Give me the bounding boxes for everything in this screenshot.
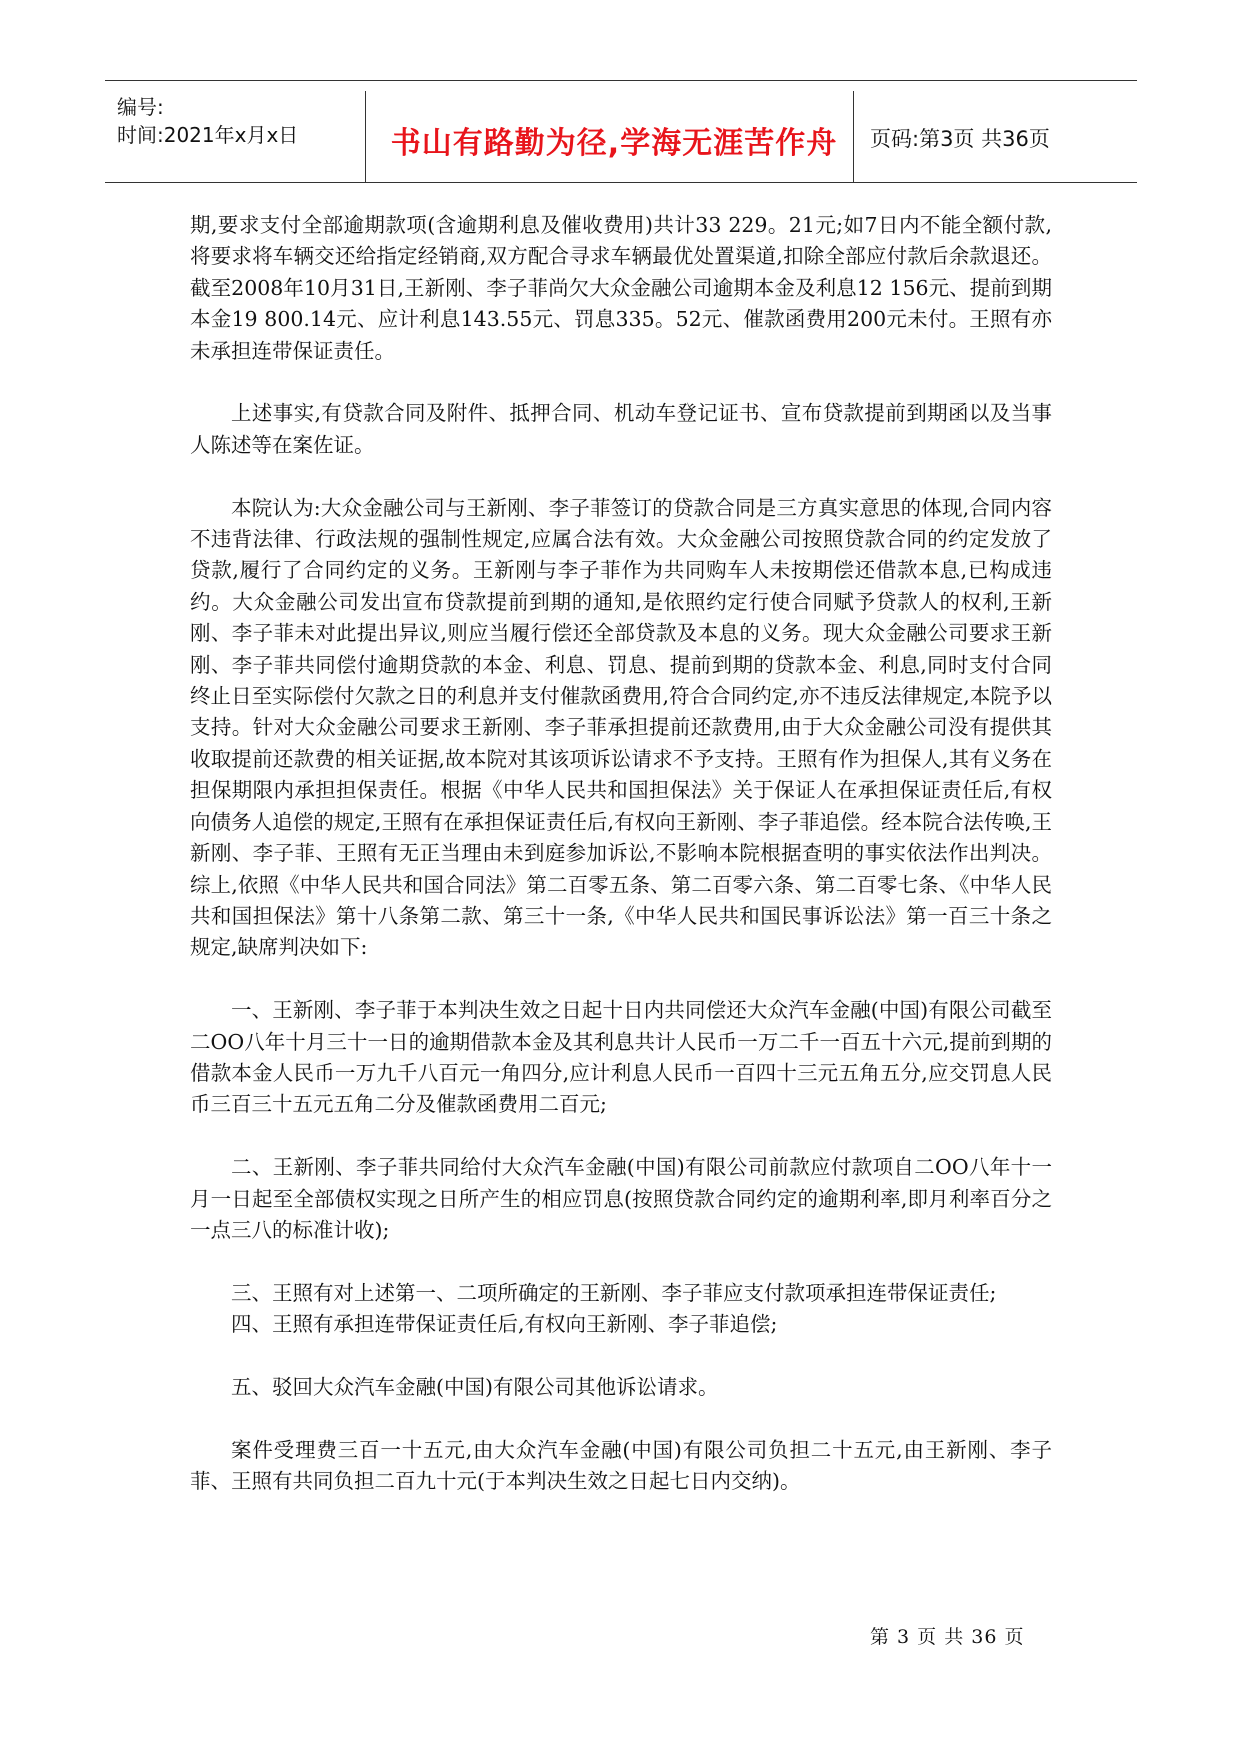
paragraph: 一、王新刚、李子菲于本判决生效之日起十日内共同偿还大众汽车金融(中国)有限公司截至二OO八年十月三十一日的逾期借款本金及其利息共计人民币一万二千一百五十六元,提前到期的借款本金人民币一万九千八百元一角四分,应计利息人民币一百四十三元五角五分,应交罚息人民币三百三十五元五角二分及催款函费用二百元; — [190, 998, 1052, 1117]
paragraph: 二、王新刚、李子菲共同给付大众汽车金融(中国)有限公司前款应付款项自二OO八年十一月一日起至全部债权实现之日所产生的相应罚息(按照贷款合同约定的逾期利率,即月利率百分之一点三八的标准计收); — [190, 1155, 1052, 1242]
paragraph: 期,要求支付全部逾期款项(含逾期利息及催收费用)共计33 229。21元;如7日内不能全额付款,将要求将车辆交还给指定经销商,双方配合寻求车辆最优处置渠道,扣除全部应付款后余款退还。截至2008年10月31日,王新刚、李子菲尚欠大众金融公司逾期本金及利息12 156元、提前到期本金19 800.14元、应计利息143.55元、罚息335。52元、催款函费用200元未付。王照有亦未承担连带保证责任。 — [190, 213, 1052, 363]
page-footer: 第 3 页 共 36 页 — [870, 1626, 1025, 1648]
header-motto: 书山有路勤为径,学海无涯苦作舟 — [390, 126, 838, 161]
paragraph: 五、驳回大众汽车金融(中国)有限公司其他诉讼请求。 — [231, 1374, 719, 1399]
paragraph: 上述事实,有贷款合同及附件、抵押合同、机动车登记证书、宣布贷款提前到期函以及当事人陈述等在案佐证。 — [190, 401, 1052, 457]
paragraph: 本院认为:大众金融公司与王新刚、李子菲签订的贷款合同是三方真实意思的体现,合同内容不违背法律、行政法规的强制性规定,应属合法有效。大众金融公司按照贷款合同的约定发放了贷款,履行了合同约定的义务。王新刚与李子菲作为共同购车人未按期偿还借款本息,已构成违约。大众金融公司发出宣布贷款提前到期的通知,是依照约定行使合同赋予贷款人的权利,王新刚、李子菲未对此提出异议,则应当履行偿还全部贷款及本息的义务。现大众金融公司要求王新刚、李子菲共同偿付逾期贷款的本金、利息、罚息、提前到期的贷款本金、利息,同时支付合同终止日至实际偿付欠款之日的利息并支付催款函费用,符合合同约定,亦不违反法律规定,本院予以支持。针对大众金融公司要求王新刚、李子菲承担提前还款费用,由于大众金融公司没有提供其收取提前还款费的相关证据,故本院对其该项诉讼请求不予支持。王照有作为担保人,其有义务在担保期限内承担担保责任。根据《中华人民共和国担保法》关于保证人在承担保证责任后,有权向债务人追偿的规定,王照有在承担保证责任后,有权向王新刚、李子菲追偿。经本院合法传唤,王新刚、李子菲、王照有无正当理由未到庭参加诉讼,不影响本院根据查明的事实依法作出判决。综上,依照《中华人民共和国合同法》第二百零五条、第二百零六条、第二百零七条、《中华人民共和国担保法》第十八条第二款、第三十一条,《中华人民共和国民事诉讼法》第一百三十条之规定,缺席判决如下: — [190, 495, 1052, 960]
header-divider-left — [365, 91, 366, 183]
paragraph: 三、王照有对上述第一、二项所确定的王新刚、李子菲应支付款项承担连带保证责任; — [231, 1280, 997, 1305]
paragraph: 案件受理费三百一十五元,由大众汽车金融(中国)有限公司负担二十五元,由王新刚、李子菲、王照有共同负担二百九十元(于本判决生效之日起七日内交纳)。 — [190, 1437, 1052, 1494]
header-bottom-rule — [105, 182, 1137, 183]
document-body — [190, 210, 1052, 1529]
number-label: 编号: — [117, 95, 164, 119]
time-label: 时间:2021年x月x日 — [117, 123, 299, 147]
header-top-rule — [105, 80, 1137, 81]
header-info — [117, 93, 298, 149]
paragraph: 四、王照有承担连带保证责任后,有权向王新刚、李子菲追偿; — [231, 1312, 778, 1337]
header-page-label: 页码:第3页 共36页 — [870, 127, 1050, 151]
